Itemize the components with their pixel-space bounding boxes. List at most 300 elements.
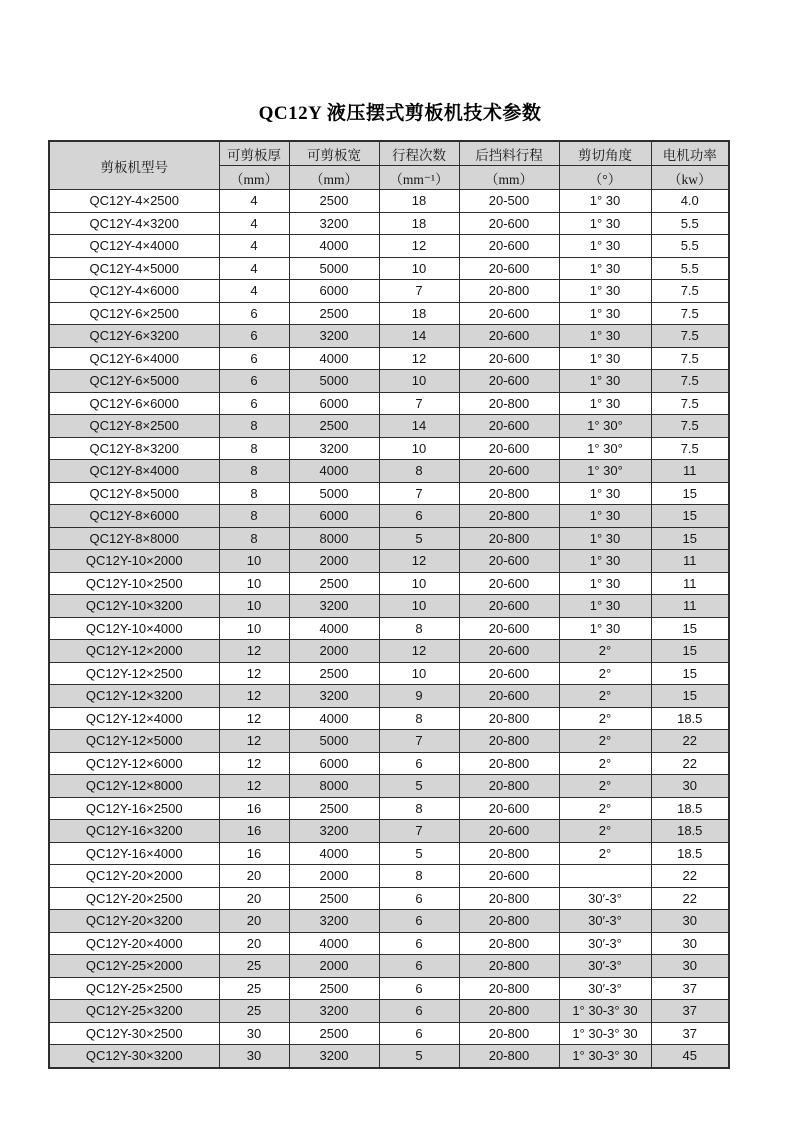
cell-width: 4000: [289, 932, 379, 955]
table-row: [49, 370, 729, 393]
cell-strokes: 8: [379, 707, 459, 730]
cell-power: 15: [651, 640, 729, 663]
cell-backgauge: 20-600: [459, 370, 559, 393]
cell-model: QC12Y-20×3200: [49, 910, 219, 933]
header-strokes-label: 行程次数: [379, 141, 459, 166]
cell-backgauge: 20-600: [459, 617, 559, 640]
cell-model: QC12Y-4×4000: [49, 235, 219, 258]
cell-model: QC12Y-12×5000: [49, 730, 219, 753]
header-width-unit: （mm）: [289, 166, 379, 190]
table-row: [49, 842, 729, 865]
cell-angle: 1° 30: [559, 212, 651, 235]
cell-thickness: 12: [219, 685, 289, 708]
cell-power: 30: [651, 910, 729, 933]
cell-thickness: 8: [219, 482, 289, 505]
cell-angle: 2°: [559, 775, 651, 798]
cell-strokes: 10: [379, 595, 459, 618]
cell-model: QC12Y-25×2000: [49, 955, 219, 978]
cell-angle: 1° 30: [559, 347, 651, 370]
cell-strokes: 12: [379, 640, 459, 663]
table-row: [49, 752, 729, 775]
cell-angle: 2°: [559, 797, 651, 820]
cell-angle: 1° 30: [559, 190, 651, 213]
table-row: [49, 932, 729, 955]
cell-thickness: 6: [219, 347, 289, 370]
cell-width: 3200: [289, 1000, 379, 1023]
cell-model: QC12Y-12×3200: [49, 685, 219, 708]
cell-power: 15: [651, 662, 729, 685]
spec-table: [48, 140, 730, 1069]
cell-thickness: 8: [219, 505, 289, 528]
cell-angle: 1° 30: [559, 595, 651, 618]
cell-strokes: 8: [379, 460, 459, 483]
cell-model: QC12Y-16×3200: [49, 820, 219, 843]
cell-backgauge: 20-600: [459, 347, 559, 370]
cell-power: 5.5: [651, 212, 729, 235]
cell-width: 2500: [289, 415, 379, 438]
cell-width: 2500: [289, 302, 379, 325]
table-row: [49, 460, 729, 483]
cell-backgauge: 20-600: [459, 550, 559, 573]
cell-width: 4000: [289, 347, 379, 370]
cell-backgauge: 20-600: [459, 685, 559, 708]
cell-thickness: 10: [219, 595, 289, 618]
cell-thickness: 25: [219, 955, 289, 978]
cell-thickness: 12: [219, 662, 289, 685]
table-row: [49, 302, 729, 325]
cell-thickness: 8: [219, 460, 289, 483]
cell-power: 7.5: [651, 280, 729, 303]
cell-thickness: 6: [219, 392, 289, 415]
cell-model: QC12Y-8×6000: [49, 505, 219, 528]
table-row: [49, 415, 729, 438]
cell-angle: 1° 30: [559, 257, 651, 280]
cell-backgauge: 20-600: [459, 820, 559, 843]
cell-thickness: 10: [219, 572, 289, 595]
table-row: [49, 685, 729, 708]
cell-power: 7.5: [651, 392, 729, 415]
cell-power: 22: [651, 887, 729, 910]
cell-model: QC12Y-6×2500: [49, 302, 219, 325]
header-angle-unit: （°）: [559, 166, 651, 190]
cell-angle: 1° 30: [559, 302, 651, 325]
cell-model: QC12Y-8×3200: [49, 437, 219, 460]
cell-angle: 30′-3°: [559, 910, 651, 933]
header-model: 剪板机型号: [49, 141, 219, 190]
cell-thickness: 6: [219, 325, 289, 348]
cell-power: 37: [651, 1000, 729, 1023]
cell-angle: 2°: [559, 752, 651, 775]
cell-strokes: 6: [379, 887, 459, 910]
cell-width: 2000: [289, 550, 379, 573]
cell-model: QC12Y-25×3200: [49, 1000, 219, 1023]
header-thickness-unit: （mm）: [219, 166, 289, 190]
cell-backgauge: 20-500: [459, 190, 559, 213]
cell-width: 4000: [289, 707, 379, 730]
cell-strokes: 14: [379, 415, 459, 438]
table-row: [49, 257, 729, 280]
cell-width: 8000: [289, 527, 379, 550]
cell-model: QC12Y-25×2500: [49, 977, 219, 1000]
cell-angle: 1° 30: [559, 617, 651, 640]
cell-power: 22: [651, 865, 729, 888]
cell-thickness: 20: [219, 887, 289, 910]
cell-power: 7.5: [651, 302, 729, 325]
table-row: [49, 797, 729, 820]
cell-power: 7.5: [651, 325, 729, 348]
cell-strokes: 18: [379, 190, 459, 213]
cell-thickness: 8: [219, 437, 289, 460]
cell-thickness: 10: [219, 617, 289, 640]
cell-strokes: 10: [379, 257, 459, 280]
table-row: [49, 572, 729, 595]
cell-model: QC12Y-12×2000: [49, 640, 219, 663]
cell-width: 6000: [289, 505, 379, 528]
cell-width: 4000: [289, 617, 379, 640]
cell-thickness: 4: [219, 280, 289, 303]
cell-backgauge: 20-600: [459, 302, 559, 325]
table-row: [49, 505, 729, 528]
header-thickness-label: 可剪板厚: [219, 141, 289, 166]
cell-power: 11: [651, 550, 729, 573]
cell-model: QC12Y-4×3200: [49, 212, 219, 235]
cell-backgauge: 20-800: [459, 842, 559, 865]
cell-thickness: 8: [219, 415, 289, 438]
cell-strokes: 7: [379, 820, 459, 843]
cell-backgauge: 20-600: [459, 662, 559, 685]
cell-width: 6000: [289, 280, 379, 303]
page-title: QC12Y 液压摆式剪板机技术参数: [258, 103, 542, 124]
cell-width: 5000: [289, 730, 379, 753]
table-row: [49, 662, 729, 685]
cell-thickness: 4: [219, 235, 289, 258]
cell-model: QC12Y-10×2500: [49, 572, 219, 595]
cell-width: 2500: [289, 977, 379, 1000]
cell-strokes: 6: [379, 752, 459, 775]
cell-width: 2000: [289, 640, 379, 663]
cell-model: QC12Y-30×2500: [49, 1022, 219, 1045]
table-row: [49, 347, 729, 370]
cell-thickness: 12: [219, 640, 289, 663]
cell-width: 4000: [289, 235, 379, 258]
cell-width: 4000: [289, 842, 379, 865]
cell-width: 3200: [289, 1045, 379, 1068]
cell-backgauge: 20-800: [459, 775, 559, 798]
cell-angle: 1° 30: [559, 392, 651, 415]
cell-backgauge: 20-600: [459, 640, 559, 663]
cell-model: QC12Y-6×6000: [49, 392, 219, 415]
cell-backgauge: 20-600: [459, 865, 559, 888]
cell-backgauge: 20-600: [459, 325, 559, 348]
cell-angle: 2°: [559, 685, 651, 708]
cell-angle: 1° 30: [559, 505, 651, 528]
cell-angle: 1° 30-3° 30: [559, 1022, 651, 1045]
cell-backgauge: 20-800: [459, 280, 559, 303]
cell-backgauge: 20-800: [459, 1045, 559, 1068]
cell-angle: 2°: [559, 730, 651, 753]
cell-strokes: 14: [379, 325, 459, 348]
cell-power: 30: [651, 932, 729, 955]
cell-power: 30: [651, 775, 729, 798]
cell-thickness: 25: [219, 1000, 289, 1023]
cell-model: QC12Y-6×5000: [49, 370, 219, 393]
table-row: [49, 280, 729, 303]
cell-strokes: 5: [379, 1045, 459, 1068]
cell-backgauge: 20-600: [459, 460, 559, 483]
cell-power: 37: [651, 1022, 729, 1045]
cell-power: 7.5: [651, 370, 729, 393]
cell-width: 5000: [289, 257, 379, 280]
cell-model: QC12Y-16×4000: [49, 842, 219, 865]
header-backgauge-unit: （mm）: [459, 166, 559, 190]
cell-thickness: 8: [219, 527, 289, 550]
cell-model: QC12Y-8×2500: [49, 415, 219, 438]
cell-angle: 30′-3°: [559, 932, 651, 955]
cell-backgauge: 20-800: [459, 527, 559, 550]
cell-power: 18.5: [651, 707, 729, 730]
cell-thickness: 16: [219, 820, 289, 843]
cell-width: 3200: [289, 595, 379, 618]
cell-model: QC12Y-6×3200: [49, 325, 219, 348]
cell-power: 18.5: [651, 842, 729, 865]
cell-backgauge: 20-600: [459, 572, 559, 595]
cell-thickness: 6: [219, 370, 289, 393]
cell-angle: 30′-3°: [559, 887, 651, 910]
table-row: [49, 617, 729, 640]
header-strokes-unit: （mm⁻¹）: [379, 166, 459, 190]
cell-strokes: 18: [379, 212, 459, 235]
cell-power: 15: [651, 505, 729, 528]
cell-strokes: 7: [379, 392, 459, 415]
cell-strokes: 8: [379, 865, 459, 888]
cell-power: 15: [651, 527, 729, 550]
cell-width: 3200: [289, 325, 379, 348]
cell-power: 7.5: [651, 347, 729, 370]
cell-backgauge: 20-800: [459, 1022, 559, 1045]
header-power-unit: （kw）: [651, 166, 729, 190]
cell-angle: 1° 30: [559, 482, 651, 505]
cell-strokes: 10: [379, 572, 459, 595]
cell-angle: 2°: [559, 842, 651, 865]
table-row: [49, 1022, 729, 1045]
cell-power: 15: [651, 685, 729, 708]
table-row: [49, 707, 729, 730]
cell-strokes: 7: [379, 730, 459, 753]
cell-thickness: 6: [219, 302, 289, 325]
cell-width: 3200: [289, 437, 379, 460]
cell-width: 5000: [289, 370, 379, 393]
table-row: [49, 910, 729, 933]
cell-strokes: 6: [379, 1000, 459, 1023]
cell-model: QC12Y-12×2500: [49, 662, 219, 685]
table-row: [49, 730, 729, 753]
cell-power: 5.5: [651, 235, 729, 258]
cell-power: 7.5: [651, 437, 729, 460]
cell-backgauge: 20-600: [459, 415, 559, 438]
cell-thickness: 30: [219, 1045, 289, 1068]
cell-strokes: 8: [379, 797, 459, 820]
cell-thickness: 20: [219, 910, 289, 933]
cell-backgauge: 20-800: [459, 932, 559, 955]
cell-strokes: 5: [379, 775, 459, 798]
cell-backgauge: 20-800: [459, 1000, 559, 1023]
header-row-labels: [49, 141, 729, 166]
cell-width: 2000: [289, 865, 379, 888]
cell-thickness: 16: [219, 842, 289, 865]
cell-strokes: 5: [379, 842, 459, 865]
table-body: [49, 190, 729, 1068]
cell-model: QC12Y-4×6000: [49, 280, 219, 303]
table-header: [49, 141, 729, 190]
cell-strokes: 10: [379, 662, 459, 685]
cell-strokes: 12: [379, 235, 459, 258]
cell-backgauge: 20-600: [459, 797, 559, 820]
cell-strokes: 7: [379, 280, 459, 303]
cell-power: 15: [651, 617, 729, 640]
cell-angle: 1° 30: [559, 572, 651, 595]
cell-strokes: 6: [379, 1022, 459, 1045]
cell-power: 22: [651, 730, 729, 753]
cell-model: QC12Y-20×2500: [49, 887, 219, 910]
cell-model: QC12Y-16×2500: [49, 797, 219, 820]
cell-model: QC12Y-10×2000: [49, 550, 219, 573]
cell-backgauge: 20-800: [459, 730, 559, 753]
cell-model: QC12Y-12×8000: [49, 775, 219, 798]
cell-model: QC12Y-6×4000: [49, 347, 219, 370]
cell-model: QC12Y-20×4000: [49, 932, 219, 955]
table-row: [49, 482, 729, 505]
cell-strokes: 10: [379, 437, 459, 460]
cell-power: 4.0: [651, 190, 729, 213]
cell-backgauge: 20-800: [459, 752, 559, 775]
cell-strokes: 18: [379, 302, 459, 325]
cell-thickness: 4: [219, 212, 289, 235]
table-row: [49, 640, 729, 663]
table-row: [49, 235, 729, 258]
cell-backgauge: 20-600: [459, 212, 559, 235]
cell-backgauge: 20-800: [459, 910, 559, 933]
cell-model: QC12Y-12×6000: [49, 752, 219, 775]
cell-width: 2500: [289, 662, 379, 685]
table-row: [49, 955, 729, 978]
cell-thickness: 20: [219, 865, 289, 888]
cell-strokes: 12: [379, 550, 459, 573]
cell-thickness: 10: [219, 550, 289, 573]
cell-width: 6000: [289, 392, 379, 415]
cell-backgauge: 20-600: [459, 437, 559, 460]
cell-power: 7.5: [651, 415, 729, 438]
cell-model: QC12Y-20×2000: [49, 865, 219, 888]
cell-model: QC12Y-8×4000: [49, 460, 219, 483]
cell-width: 6000: [289, 752, 379, 775]
table-row: [49, 550, 729, 573]
table-row: [49, 527, 729, 550]
cell-width: 2500: [289, 572, 379, 595]
cell-power: 15: [651, 482, 729, 505]
cell-strokes: 6: [379, 955, 459, 978]
cell-strokes: 6: [379, 505, 459, 528]
cell-power: 22: [651, 752, 729, 775]
cell-angle: 1° 30°: [559, 460, 651, 483]
cell-angle: 1° 30: [559, 370, 651, 393]
cell-backgauge: 20-800: [459, 955, 559, 978]
table-row: [49, 1045, 729, 1068]
cell-power: 37: [651, 977, 729, 1000]
cell-width: 3200: [289, 685, 379, 708]
cell-angle: 1° 30: [559, 550, 651, 573]
table-row: [49, 212, 729, 235]
cell-width: 8000: [289, 775, 379, 798]
cell-power: 11: [651, 595, 729, 618]
cell-thickness: 25: [219, 977, 289, 1000]
header-angle-label: 剪切角度: [559, 141, 651, 166]
cell-power: 11: [651, 460, 729, 483]
cell-model: QC12Y-8×5000: [49, 482, 219, 505]
cell-width: 2500: [289, 797, 379, 820]
table-row: [49, 1000, 729, 1023]
cell-angle: 1° 30: [559, 325, 651, 348]
cell-angle: 1° 30: [559, 527, 651, 550]
cell-backgauge: 20-600: [459, 257, 559, 280]
table-row: [49, 977, 729, 1000]
cell-backgauge: 20-800: [459, 707, 559, 730]
cell-model: QC12Y-12×4000: [49, 707, 219, 730]
cell-strokes: 7: [379, 482, 459, 505]
cell-width: 2500: [289, 1022, 379, 1045]
cell-strokes: 8: [379, 617, 459, 640]
cell-power: 30: [651, 955, 729, 978]
table-row: [49, 437, 729, 460]
table-row: [49, 887, 729, 910]
cell-angle: 2°: [559, 640, 651, 663]
cell-backgauge: 20-800: [459, 392, 559, 415]
cell-strokes: 9: [379, 685, 459, 708]
table-row: [49, 325, 729, 348]
cell-backgauge: 20-600: [459, 595, 559, 618]
cell-angle: 1° 30: [559, 235, 651, 258]
cell-angle: 1° 30°: [559, 415, 651, 438]
cell-model: QC12Y-4×2500: [49, 190, 219, 213]
table-row: [49, 392, 729, 415]
cell-thickness: 4: [219, 257, 289, 280]
cell-model: QC12Y-10×4000: [49, 617, 219, 640]
cell-power: 11: [651, 572, 729, 595]
cell-strokes: 5: [379, 527, 459, 550]
cell-width: 3200: [289, 910, 379, 933]
cell-thickness: 30: [219, 1022, 289, 1045]
cell-thickness: 16: [219, 797, 289, 820]
cell-backgauge: 20-800: [459, 505, 559, 528]
cell-model: QC12Y-30×3200: [49, 1045, 219, 1068]
header-power-label: 电机功率: [651, 141, 729, 166]
cell-angle: [559, 865, 651, 888]
cell-angle: 1° 30-3° 30: [559, 1000, 651, 1023]
cell-thickness: 12: [219, 775, 289, 798]
cell-angle: 1° 30-3° 30: [559, 1045, 651, 1068]
cell-width: 5000: [289, 482, 379, 505]
table-row: [49, 865, 729, 888]
cell-thickness: 20: [219, 932, 289, 955]
cell-thickness: 4: [219, 190, 289, 213]
header-backgauge-label: 后挡料行程: [459, 141, 559, 166]
table-row: [49, 595, 729, 618]
cell-angle: 2°: [559, 820, 651, 843]
cell-width: 2500: [289, 887, 379, 910]
cell-angle: 30′-3°: [559, 955, 651, 978]
cell-width: 3200: [289, 212, 379, 235]
cell-angle: 1° 30°: [559, 437, 651, 460]
cell-width: 2000: [289, 955, 379, 978]
